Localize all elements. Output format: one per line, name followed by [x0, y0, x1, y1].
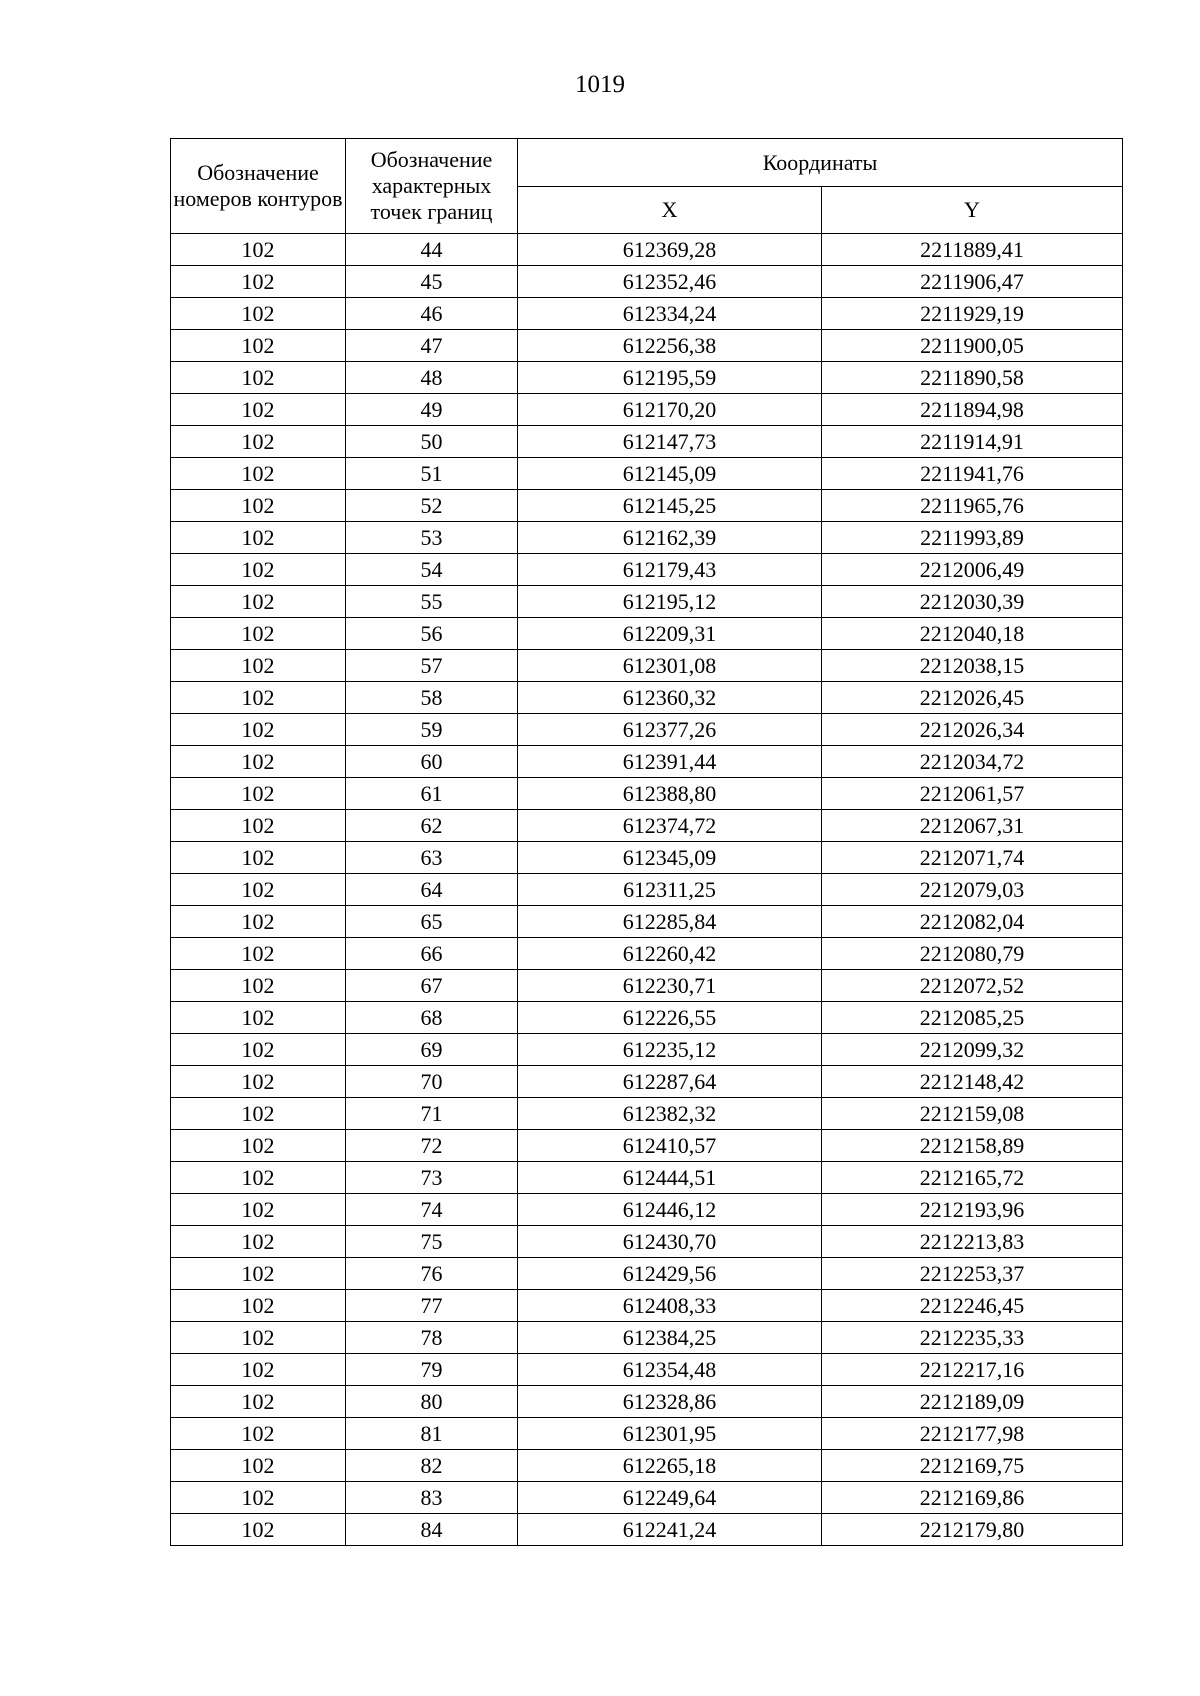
table-row — [171, 906, 1123, 938]
cell-y-coordinate: 2212158,89 — [822, 1130, 1123, 1162]
cell-x-coordinate: 612382,32 — [518, 1098, 822, 1130]
cell-x-coordinate: 612354,48 — [518, 1354, 822, 1386]
cell-x-coordinate: 612377,26 — [518, 714, 822, 746]
cell-contour-number: 102 — [171, 586, 346, 618]
table-row — [171, 1450, 1123, 1482]
cell-contour-number: 102 — [171, 842, 346, 874]
cell-y-coordinate: 2212179,80 — [822, 1514, 1123, 1546]
table-row — [171, 1418, 1123, 1450]
cell-x-coordinate: 612384,25 — [518, 1322, 822, 1354]
cell-point-number: 63 — [346, 842, 518, 874]
cell-x-coordinate: 612145,25 — [518, 490, 822, 522]
cell-point-number: 62 — [346, 810, 518, 842]
table-row — [171, 554, 1123, 586]
cell-y-coordinate: 2212026,34 — [822, 714, 1123, 746]
cell-x-coordinate: 612145,09 — [518, 458, 822, 490]
coordinates-table — [170, 138, 1123, 1546]
cell-point-number: 65 — [346, 906, 518, 938]
cell-y-coordinate: 2212217,16 — [822, 1354, 1123, 1386]
cell-point-number: 79 — [346, 1354, 518, 1386]
cell-contour-number: 102 — [171, 394, 346, 426]
cell-x-coordinate: 612410,57 — [518, 1130, 822, 1162]
cell-y-coordinate: 2211900,05 — [822, 330, 1123, 362]
table-row — [171, 1482, 1123, 1514]
cell-x-coordinate: 612226,55 — [518, 1002, 822, 1034]
header-contour-numbers: Обозначение номеров контуров — [171, 139, 346, 234]
cell-y-coordinate: 2212189,09 — [822, 1386, 1123, 1418]
cell-point-number: 53 — [346, 522, 518, 554]
cell-point-number: 68 — [346, 1002, 518, 1034]
table-row — [171, 1514, 1123, 1546]
cell-contour-number: 102 — [171, 426, 346, 458]
cell-y-coordinate: 2212040,18 — [822, 618, 1123, 650]
table-row — [171, 842, 1123, 874]
header-x: X — [518, 187, 822, 234]
cell-point-number: 61 — [346, 778, 518, 810]
cell-point-number: 75 — [346, 1226, 518, 1258]
cell-y-coordinate: 2212246,45 — [822, 1290, 1123, 1322]
cell-contour-number: 102 — [171, 810, 346, 842]
cell-x-coordinate: 612345,09 — [518, 842, 822, 874]
cell-x-coordinate: 612430,70 — [518, 1226, 822, 1258]
cell-point-number: 60 — [346, 746, 518, 778]
cell-contour-number: 102 — [171, 362, 346, 394]
cell-x-coordinate: 612429,56 — [518, 1258, 822, 1290]
cell-point-number: 47 — [346, 330, 518, 362]
cell-contour-number: 102 — [171, 554, 346, 586]
cell-x-coordinate: 612249,64 — [518, 1482, 822, 1514]
cell-x-coordinate: 612260,42 — [518, 938, 822, 970]
table-row — [171, 362, 1123, 394]
cell-x-coordinate: 612147,73 — [518, 426, 822, 458]
table-row — [171, 1130, 1123, 1162]
cell-y-coordinate: 2212169,86 — [822, 1482, 1123, 1514]
cell-contour-number: 102 — [171, 906, 346, 938]
cell-x-coordinate: 612369,28 — [518, 234, 822, 266]
cell-point-number: 73 — [346, 1162, 518, 1194]
cell-x-coordinate: 612209,31 — [518, 618, 822, 650]
cell-x-coordinate: 612311,25 — [518, 874, 822, 906]
table-row — [171, 330, 1123, 362]
cell-y-coordinate: 2211890,58 — [822, 362, 1123, 394]
table-row — [171, 522, 1123, 554]
cell-contour-number: 102 — [171, 618, 346, 650]
cell-y-coordinate: 2212159,08 — [822, 1098, 1123, 1130]
cell-x-coordinate: 612235,12 — [518, 1034, 822, 1066]
table-row — [171, 266, 1123, 298]
cell-y-coordinate: 2212193,96 — [822, 1194, 1123, 1226]
cell-y-coordinate: 2212006,49 — [822, 554, 1123, 586]
header-row — [171, 139, 1123, 187]
cell-x-coordinate: 612170,20 — [518, 394, 822, 426]
table-row — [171, 1162, 1123, 1194]
cell-x-coordinate: 612265,18 — [518, 1450, 822, 1482]
cell-contour-number: 102 — [171, 1226, 346, 1258]
cell-x-coordinate: 612374,72 — [518, 810, 822, 842]
table-row — [171, 778, 1123, 810]
cell-contour-number: 102 — [171, 330, 346, 362]
table-row — [171, 298, 1123, 330]
cell-x-coordinate: 612285,84 — [518, 906, 822, 938]
cell-point-number: 74 — [346, 1194, 518, 1226]
cell-x-coordinate: 612256,38 — [518, 330, 822, 362]
cell-x-coordinate: 612408,33 — [518, 1290, 822, 1322]
cell-x-coordinate: 612352,46 — [518, 266, 822, 298]
cell-point-number: 59 — [346, 714, 518, 746]
cell-x-coordinate: 612328,86 — [518, 1386, 822, 1418]
cell-y-coordinate: 2212099,32 — [822, 1034, 1123, 1066]
cell-y-coordinate: 2212085,25 — [822, 1002, 1123, 1034]
cell-contour-number: 102 — [171, 458, 346, 490]
cell-x-coordinate: 612241,24 — [518, 1514, 822, 1546]
cell-x-coordinate: 612444,51 — [518, 1162, 822, 1194]
cell-contour-number: 102 — [171, 714, 346, 746]
cell-x-coordinate: 612360,32 — [518, 682, 822, 714]
cell-y-coordinate: 2212067,31 — [822, 810, 1123, 842]
table-row — [171, 1098, 1123, 1130]
cell-point-number: 81 — [346, 1418, 518, 1450]
cell-y-coordinate: 2212034,72 — [822, 746, 1123, 778]
cell-y-coordinate: 2211993,89 — [822, 522, 1123, 554]
table-row — [171, 938, 1123, 970]
cell-contour-number: 102 — [171, 778, 346, 810]
cell-point-number: 64 — [346, 874, 518, 906]
cell-y-coordinate: 2212235,33 — [822, 1322, 1123, 1354]
cell-contour-number: 102 — [171, 490, 346, 522]
cell-x-coordinate: 612301,95 — [518, 1418, 822, 1450]
cell-y-coordinate: 2212213,83 — [822, 1226, 1123, 1258]
table-row — [171, 1322, 1123, 1354]
cell-point-number: 55 — [346, 586, 518, 618]
table-row — [171, 1066, 1123, 1098]
cell-contour-number: 102 — [171, 1322, 346, 1354]
table-row — [171, 1386, 1123, 1418]
table-row — [171, 1002, 1123, 1034]
cell-x-coordinate: 612287,64 — [518, 1066, 822, 1098]
cell-y-coordinate: 2212026,45 — [822, 682, 1123, 714]
cell-point-number: 46 — [346, 298, 518, 330]
table-row — [171, 1226, 1123, 1258]
table-row — [171, 586, 1123, 618]
cell-contour-number: 102 — [171, 266, 346, 298]
cell-x-coordinate: 612446,12 — [518, 1194, 822, 1226]
cell-y-coordinate: 2211941,76 — [822, 458, 1123, 490]
cell-y-coordinate: 2212148,42 — [822, 1066, 1123, 1098]
cell-contour-number: 102 — [171, 938, 346, 970]
cell-y-coordinate: 2211906,47 — [822, 266, 1123, 298]
cell-x-coordinate: 612391,44 — [518, 746, 822, 778]
cell-contour-number: 102 — [171, 1034, 346, 1066]
cell-contour-number: 102 — [171, 1066, 346, 1098]
table-row — [171, 1034, 1123, 1066]
table-row — [171, 426, 1123, 458]
table-row — [171, 1194, 1123, 1226]
cell-point-number: 52 — [346, 490, 518, 522]
table-row — [171, 650, 1123, 682]
cell-x-coordinate: 612334,24 — [518, 298, 822, 330]
cell-y-coordinate: 2212072,52 — [822, 970, 1123, 1002]
cell-contour-number: 102 — [171, 1450, 346, 1482]
cell-contour-number: 102 — [171, 234, 346, 266]
cell-contour-number: 102 — [171, 298, 346, 330]
table-row — [171, 1258, 1123, 1290]
cell-y-coordinate: 2212061,57 — [822, 778, 1123, 810]
cell-y-coordinate: 2211929,19 — [822, 298, 1123, 330]
cell-contour-number: 102 — [171, 1482, 346, 1514]
table-row — [171, 970, 1123, 1002]
cell-y-coordinate: 2211889,41 — [822, 234, 1123, 266]
cell-contour-number: 102 — [171, 1290, 346, 1322]
cell-y-coordinate: 2212071,74 — [822, 842, 1123, 874]
cell-point-number: 44 — [346, 234, 518, 266]
cell-contour-number: 102 — [171, 1514, 346, 1546]
cell-point-number: 72 — [346, 1130, 518, 1162]
cell-contour-number: 102 — [171, 1098, 346, 1130]
cell-point-number: 66 — [346, 938, 518, 970]
table-row — [171, 458, 1123, 490]
cell-point-number: 56 — [346, 618, 518, 650]
cell-contour-number: 102 — [171, 874, 346, 906]
cell-y-coordinate: 2212169,75 — [822, 1450, 1123, 1482]
table-row — [171, 618, 1123, 650]
cell-y-coordinate: 2211894,98 — [822, 394, 1123, 426]
cell-contour-number: 102 — [171, 522, 346, 554]
cell-contour-number: 102 — [171, 970, 346, 1002]
table-row — [171, 394, 1123, 426]
cell-point-number: 50 — [346, 426, 518, 458]
cell-point-number: 71 — [346, 1098, 518, 1130]
header-boundary-points: Обозначение характерных точек границ — [346, 139, 518, 234]
cell-contour-number: 102 — [171, 682, 346, 714]
cell-contour-number: 102 — [171, 1386, 346, 1418]
table-row — [171, 874, 1123, 906]
cell-x-coordinate: 612388,80 — [518, 778, 822, 810]
cell-point-number: 80 — [346, 1386, 518, 1418]
table-body — [171, 234, 1123, 1546]
table-header — [171, 139, 1123, 234]
table-row — [171, 810, 1123, 842]
cell-contour-number: 102 — [171, 650, 346, 682]
cell-contour-number: 102 — [171, 746, 346, 778]
cell-point-number: 57 — [346, 650, 518, 682]
cell-x-coordinate: 612162,39 — [518, 522, 822, 554]
table-row — [171, 234, 1123, 266]
cell-y-coordinate: 2212177,98 — [822, 1418, 1123, 1450]
cell-point-number: 83 — [346, 1482, 518, 1514]
table-row — [171, 1290, 1123, 1322]
table-row — [171, 714, 1123, 746]
cell-x-coordinate: 612301,08 — [518, 650, 822, 682]
cell-y-coordinate: 2212253,37 — [822, 1258, 1123, 1290]
cell-y-coordinate: 2212079,03 — [822, 874, 1123, 906]
cell-x-coordinate: 612230,71 — [518, 970, 822, 1002]
cell-point-number: 70 — [346, 1066, 518, 1098]
cell-x-coordinate: 612195,12 — [518, 586, 822, 618]
cell-y-coordinate: 2212082,04 — [822, 906, 1123, 938]
cell-point-number: 67 — [346, 970, 518, 1002]
cell-point-number: 69 — [346, 1034, 518, 1066]
table-row — [171, 1354, 1123, 1386]
table-row — [171, 682, 1123, 714]
cell-contour-number: 102 — [171, 1354, 346, 1386]
cell-x-coordinate: 612179,43 — [518, 554, 822, 586]
cell-point-number: 76 — [346, 1258, 518, 1290]
cell-contour-number: 102 — [171, 1162, 346, 1194]
page-number: 1019 — [575, 71, 625, 98]
cell-point-number: 54 — [346, 554, 518, 586]
cell-point-number: 51 — [346, 458, 518, 490]
cell-y-coordinate: 2211965,76 — [822, 490, 1123, 522]
cell-point-number: 58 — [346, 682, 518, 714]
cell-y-coordinate: 2212080,79 — [822, 938, 1123, 970]
cell-contour-number: 102 — [171, 1418, 346, 1450]
cell-point-number: 82 — [346, 1450, 518, 1482]
table-row — [171, 746, 1123, 778]
cell-point-number: 49 — [346, 394, 518, 426]
cell-y-coordinate: 2212038,15 — [822, 650, 1123, 682]
cell-x-coordinate: 612195,59 — [518, 362, 822, 394]
cell-contour-number: 102 — [171, 1258, 346, 1290]
cell-contour-number: 102 — [171, 1194, 346, 1226]
cell-contour-number: 102 — [171, 1130, 346, 1162]
cell-point-number: 84 — [346, 1514, 518, 1546]
cell-y-coordinate: 2212030,39 — [822, 586, 1123, 618]
cell-point-number: 78 — [346, 1322, 518, 1354]
cell-point-number: 77 — [346, 1290, 518, 1322]
cell-y-coordinate: 2211914,91 — [822, 426, 1123, 458]
cell-y-coordinate: 2212165,72 — [822, 1162, 1123, 1194]
cell-point-number: 45 — [346, 266, 518, 298]
cell-point-number: 48 — [346, 362, 518, 394]
header-y: Y — [822, 187, 1123, 234]
cell-contour-number: 102 — [171, 1002, 346, 1034]
table-row — [171, 490, 1123, 522]
header-coordinates: Координаты — [518, 139, 1123, 187]
